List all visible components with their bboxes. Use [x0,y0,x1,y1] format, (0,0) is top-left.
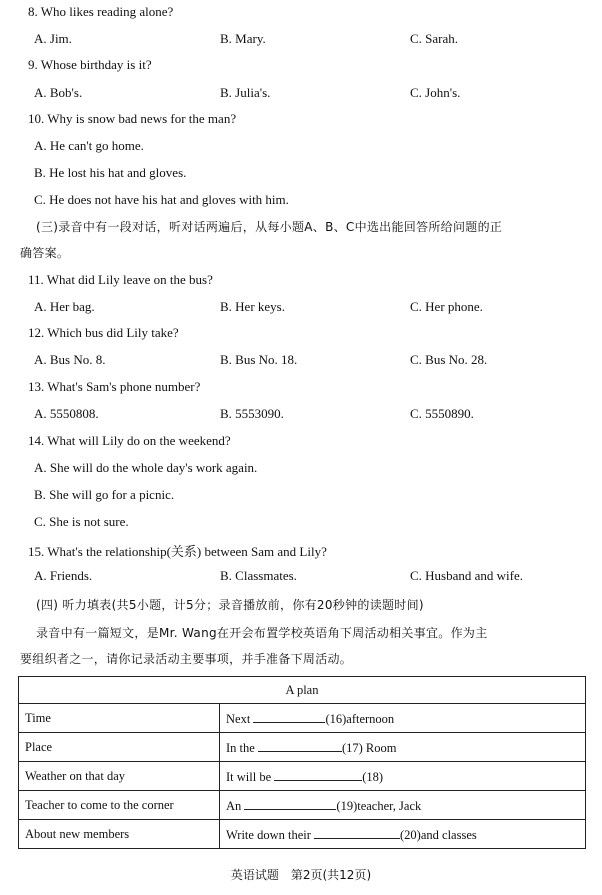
option-b: B. Julia's. [220,85,271,100]
option-c: C. Her phone. [410,299,483,314]
table-header-row [19,677,586,704]
option-b: B. He lost his hat and gloves. [34,165,187,180]
row-label: Place [19,733,220,762]
row-label: Time [19,704,220,733]
answer-blank-19[interactable] [244,797,336,810]
row-label: Teacher to come to the corner [19,791,220,820]
option-a: A. He can't go home. [34,138,144,153]
option-a: A. Her bag. [34,299,95,314]
option-c: C. Husband and wife. [410,568,524,583]
option-a: A. Friends. [34,568,93,583]
question-8: 8. Who likes reading alone? [28,4,174,19]
answer-blank-20[interactable] [314,826,400,839]
option-c: C. Sarah. [410,31,459,46]
option-c: C. 5550890. [410,406,474,421]
option-b: B. Her keys. [220,299,285,314]
option-b: B. 5553090. [220,406,284,421]
option-a: A. Bus No. 8. [34,352,106,367]
row-value: In the (17) Room [220,733,586,762]
option-c: C. She is not sure. [34,514,129,529]
table-row [19,791,586,820]
option-a: A. 5550808. [34,406,99,421]
section-4-instruction-line2: 要组织者之一，请你记录活动主要事项，并手准备下周活动。 [20,652,353,666]
row-value: Next (16)afternoon [220,704,586,733]
question-11: 11. What did Lily leave on the bus? [28,272,213,287]
section-3-instruction-line2: 确答案。 [20,246,70,260]
question-15-options [0,568,602,586]
table-row [19,704,586,733]
answer-blank-18[interactable] [274,768,362,781]
page-footer: 英语试题 第2页(共12页) [230,868,372,882]
question-13-options [0,406,602,424]
row-label: About new members [19,820,220,849]
option-a: A. She will do the whole day's work again. [34,460,258,475]
table-row [19,820,586,849]
option-b: B. She will go for a picnic. [34,487,175,502]
question-9: 9. Whose birthday is it? [28,57,152,72]
question-15: 15. What's the relationship(关系) between Sam and Lily? [28,544,327,559]
option-b: B. Mary. [220,31,266,46]
option-b: B. Bus No. 18. [220,352,298,367]
table-title: A plan [19,677,586,704]
option-a: A. Jim. [34,31,72,46]
option-c: C. He does not have his hat and gloves with him. [34,192,289,207]
answer-blank-16[interactable] [253,710,325,723]
question-9-options [0,85,602,103]
answer-blank-17[interactable] [258,739,342,752]
row-value: It will be (18) [220,762,586,791]
question-13: 13. What's Sam's phone number? [28,379,201,394]
table-row [19,733,586,762]
option-b: B. Classmates. [220,568,297,583]
question-12: 12. Which bus did Lily take? [28,325,179,340]
question-12-options [0,352,602,370]
question-10: 10. Why is snow bad news for the man? [28,111,237,126]
section-4-heading: (四) 听力填表(共5小题，计5分；录音播放前，你有20秒钟的读题时间) [36,598,424,612]
question-11-options [0,299,602,317]
section-4-instruction-line1: 录音中有一篇短文，是Mr. Wang在开会布置学校英语角下周活动相关事宜。作为主 [36,626,488,640]
table-row [19,762,586,791]
row-value: Write down their (20)and classes [220,820,586,849]
question-14: 14. What will Lily do on the weekend? [28,433,231,448]
plan-table [18,676,586,849]
row-value: An (19)teacher, Jack [220,791,586,820]
option-a: A. Bob's. [34,85,83,100]
question-8-options [0,31,602,49]
option-c: C. Bus No. 28. [410,352,488,367]
section-3-instruction-line1: (三)录音中有一段对话，听对话两遍后，从每小题A、B、C中选出能回答所给问题的正 [36,220,503,234]
option-c: C. John's. [410,85,461,100]
row-label: Weather on that day [19,762,220,791]
